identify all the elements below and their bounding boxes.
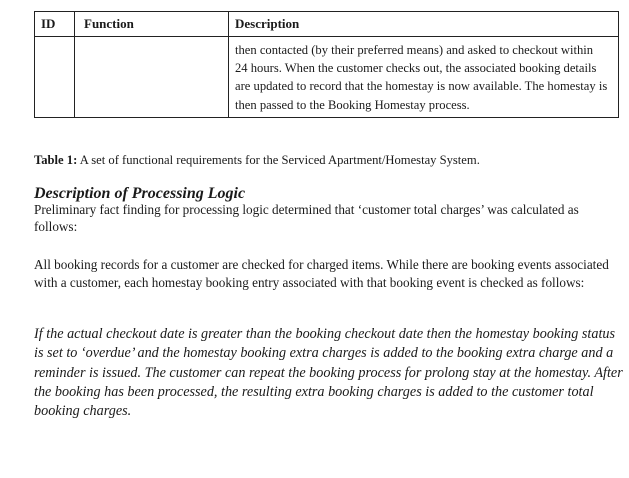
caption-text: A set of functional requirements for the Serviced Apartment/Homestay System. xyxy=(77,153,480,167)
cell-function xyxy=(75,37,229,118)
cell-description: then contacted (by their preferred means) and asked to checkout within 24 hours. When the customer checks out, the associated booking details are updated to record that the homestay is now available. The homestay is then passed to the Booking Homestay process. xyxy=(229,37,619,118)
paragraph-processing-rule: If the actual checkout date is greater than the booking checkout date then the homestay booking status is set to ‘overdue’ and the homestay booking extra charges is added to the booking extra charge and a reminder is issued. The customer can repeat the booking process for prolong stay at the homestay. After the booking has been processed, the resulting extra booking charges is added to the customer total booking charges. xyxy=(34,326,623,420)
header-description: Description xyxy=(229,12,619,37)
header-id: ID xyxy=(35,12,75,37)
table-header-row xyxy=(35,12,619,37)
paragraph-fact-finding: Preliminary fact finding for processing logic determined that ‘customer total charges’ was calculated as follows: xyxy=(34,202,579,234)
cell-id xyxy=(35,37,75,118)
paragraph-booking-records: All booking records for a customer are checked for charged items. While there are booking events associated with a customer, each homestay booking entry associated with that booking event is checked as follows: xyxy=(34,257,609,290)
functional-requirements-table xyxy=(34,11,619,118)
header-function: Function xyxy=(75,12,229,37)
table-caption xyxy=(34,153,480,168)
table-row xyxy=(35,37,619,118)
section-heading: Description of Processing Logic xyxy=(34,185,246,202)
caption-label: Table 1: xyxy=(34,153,78,167)
